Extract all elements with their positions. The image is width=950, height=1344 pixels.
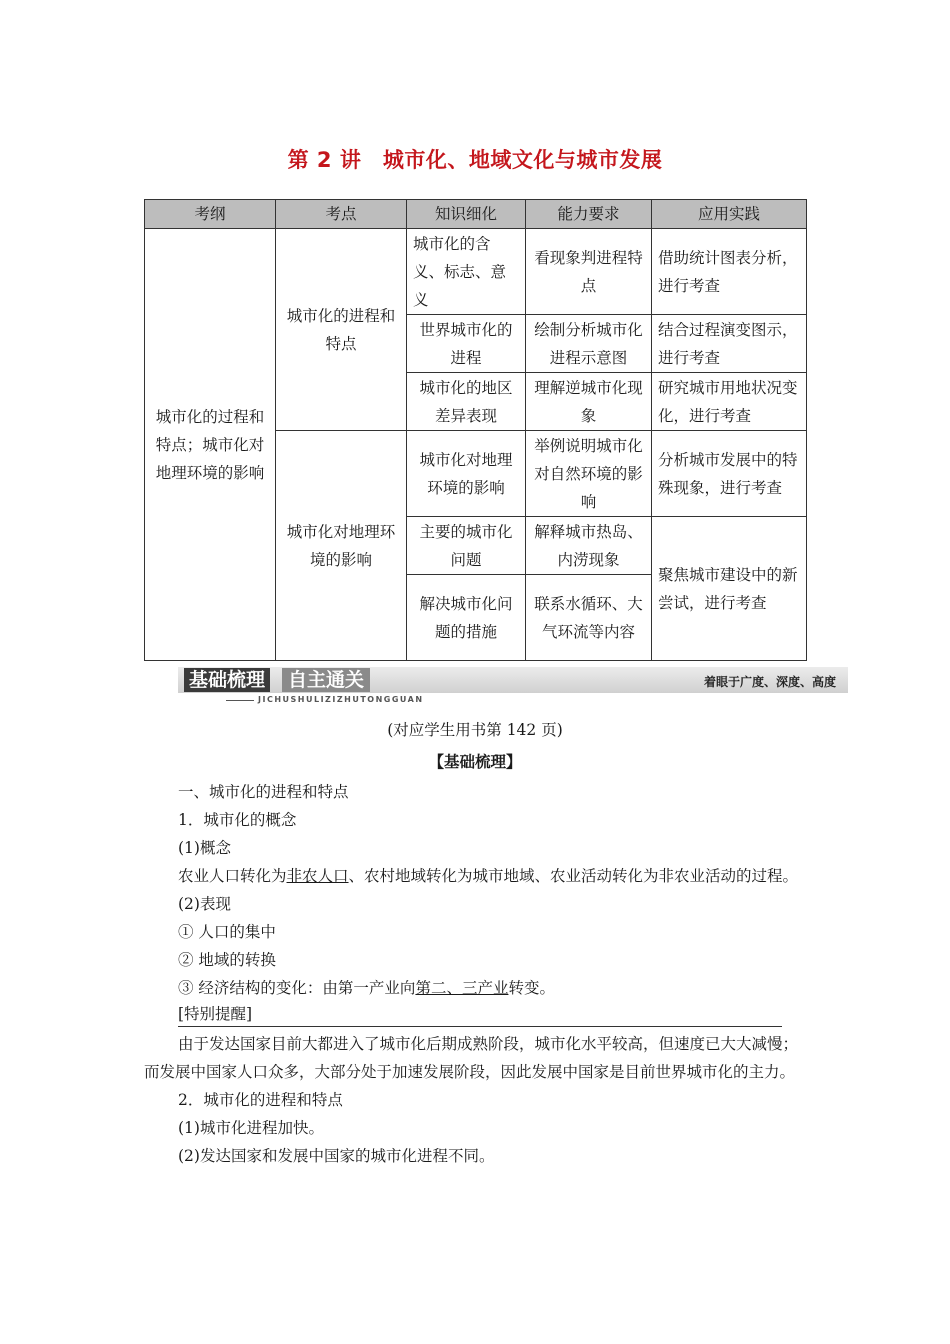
ability-cell: 解释城市热岛、内涝现象	[526, 517, 652, 575]
list-item: ② 地域的转换	[178, 951, 276, 969]
detail-cell: 解决城市化问题的措施	[407, 575, 526, 661]
heading-3: (1)概念	[178, 839, 231, 857]
heading-1: 一、城市化的进程和特点	[178, 783, 349, 801]
section-banner	[178, 664, 848, 704]
text: ③ 经济结构的变化：由第一产业向	[178, 979, 416, 997]
heading-6: (1)城市化进程加快。	[178, 1119, 324, 1137]
heading-4: (2)表现	[178, 895, 231, 913]
outline-cell: 城市化的过程和特点；城市化对地理环境的影响	[145, 229, 276, 661]
practice-cell: 借助统计图表分析，进行考查	[652, 229, 807, 315]
note-heading: [特别提醒]	[178, 1002, 782, 1027]
list-item	[144, 974, 806, 1002]
heading-5: 2．城市化的进程和特点	[178, 1091, 343, 1109]
banner-divider	[226, 700, 254, 701]
practice-cell: 分析城市发展中的特殊现象，进行考查	[652, 431, 807, 517]
underlined-answer: 第二、三产业	[415, 979, 509, 997]
table-header-row	[145, 200, 807, 229]
header-kaodian: 考点	[276, 200, 407, 229]
underlined-answer: 非农人口	[286, 867, 349, 885]
header-kaogang: 考纲	[145, 200, 276, 229]
detail-cell: 城市化的含义、标志、意义	[407, 229, 526, 315]
ability-cell: 理解逆城市化现象	[526, 373, 652, 431]
text: 农业人口转化为	[178, 867, 287, 885]
list-item: ① 人口的集中	[178, 923, 276, 941]
practice-cell: 研究城市用地状况变化，进行考查	[652, 373, 807, 431]
content-body	[144, 778, 806, 1170]
section-title: 【基础梳理】	[428, 753, 522, 771]
detail-cell: 主要的城市化问题	[407, 517, 526, 575]
banner-pinyin: JICHUSHULIZIZHUTONGGUAN	[258, 695, 424, 704]
ability-cell: 看现象判进程特点	[526, 229, 652, 315]
ability-cell: 绘制分析城市化进程示意图	[526, 315, 652, 373]
banner-tagline: 着眼于广度、深度、高度	[703, 675, 836, 689]
page-reference: (对应学生用书第 142 页)	[387, 721, 563, 739]
kaodian-cell: 城市化对地理环境的影响	[276, 431, 407, 661]
banner-sub-label: 自主通关	[282, 668, 370, 692]
heading-2: 1．城市化的概念	[178, 811, 297, 829]
text: 转变。	[508, 979, 555, 997]
syllabus-table	[144, 199, 807, 661]
heading-7: (2)发达国家和发展中国家的城市化进程不同。	[178, 1147, 495, 1165]
kaodian-cell: 城市化的进程和特点	[276, 229, 407, 431]
practice-cell: 聚焦城市建设中的新尝试，进行考查	[652, 517, 807, 661]
detail-cell: 世界城市化的进程	[407, 315, 526, 373]
header-detail: 知识细化	[407, 200, 526, 229]
text: 、农村地域转化为城市地域、农业活动转化为非农业活动的过程。	[348, 867, 799, 885]
banner-main-label: 基础梳理	[184, 668, 270, 692]
page-title: 第 2 讲 城市化、地域文化与城市发展	[287, 148, 663, 172]
note-body: 由于发达国家目前大都进入了城市化后期成熟阶段，城市化水平较高，但速度已大大减慢；而发展中国家人口众多，大部分处于加速发展阶段，因此发展中国家是目前世界城市化的主力。	[144, 1035, 799, 1081]
practice-cell: 结合过程演变图示，进行考查	[652, 315, 807, 373]
detail-cell: 城市化的地区差异表现	[407, 373, 526, 431]
ability-cell: 举例说明城市化对自然环境的影响	[526, 431, 652, 517]
paragraph	[144, 862, 806, 890]
table-row	[145, 229, 807, 315]
header-ability: 能力要求	[526, 200, 652, 229]
ability-cell: 联系水循环、大气环流等内容	[526, 575, 652, 661]
header-practice: 应用实践	[652, 200, 807, 229]
detail-cell: 城市化对地理环境的影响	[407, 431, 526, 517]
